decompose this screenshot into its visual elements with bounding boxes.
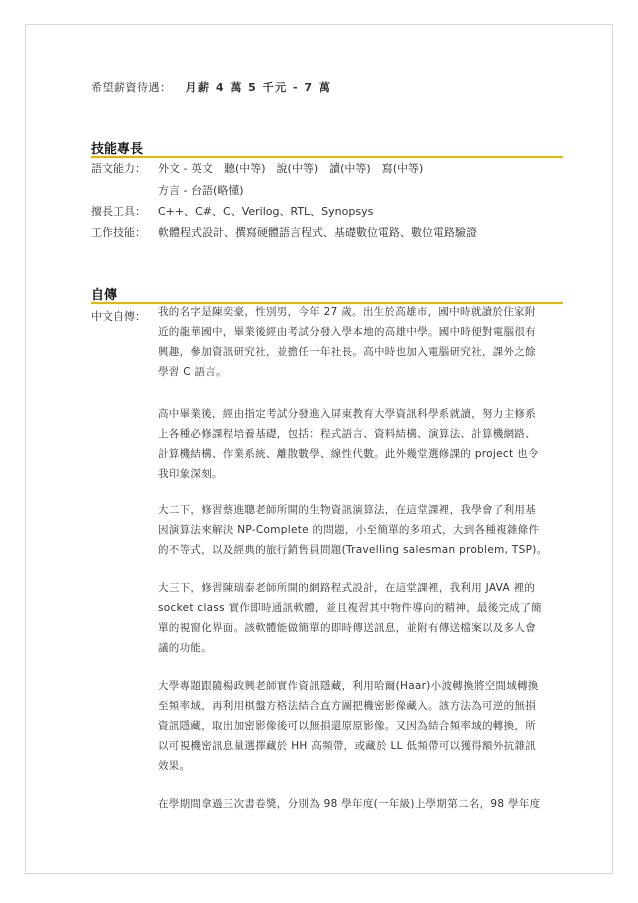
paragraph-line: 資訊隱藏，取出加密影像後可以無損還原原影像。又因為結合頻率域的轉換，所 xyxy=(158,720,536,732)
autobiography-heading: 自傳 xyxy=(91,284,563,304)
salary-value: 月薪 4 萬 5 千元 - 7 萬 xyxy=(185,81,332,94)
salary-expectation xyxy=(91,79,331,95)
paragraph-line: 議的功能。 xyxy=(158,642,212,654)
language-line-2: 方言 - 台語(略懂) xyxy=(158,184,244,197)
autobiography-paragraph-3 xyxy=(158,500,563,560)
autobiography-label: 中文自傳： xyxy=(91,310,146,323)
paragraph-line: 在學期間拿過三次書卷獎，分別為 98 學年度(一年級)上學期第二名，98 學年度 xyxy=(158,798,541,810)
work-skills-row xyxy=(91,224,477,240)
resume-page xyxy=(25,24,613,874)
language-row xyxy=(91,160,423,176)
paragraph-line: 大學專題跟隨楊政興老師實作資訊隱藏，利用哈爾(Haar)小波轉換將空間域轉換 xyxy=(158,680,539,692)
paragraph-line: 大二下，修習蔡進聰老師所開的生物資訊演算法，在這堂課裡，我學會了利用基 xyxy=(158,504,536,516)
paragraph-line: socket class 實作即時通訊軟體，並且複習其中物件導向的精神，最後完成了簡 xyxy=(158,602,542,614)
autobiography-paragraph-1 xyxy=(158,302,563,382)
skills-heading: 技能專長 xyxy=(91,138,563,158)
language-line-1: 外文 - 英文 聽(中等) 說(中等) 讀(中等) 寫(中等) xyxy=(158,162,424,175)
paragraph-line: 大三下，修習陳瑞泰老師所開的網路程式設計，在這堂課裡，我利用 JAVA 裡的 xyxy=(158,582,536,594)
work-skills-label: 工作技能： xyxy=(91,226,146,239)
autobiography-paragraph-6 xyxy=(158,794,563,814)
paragraph-line: 我印象深刻。 xyxy=(158,468,223,480)
tools-label: 擅長工具： xyxy=(91,205,146,218)
autobiography-paragraph-5 xyxy=(158,676,563,776)
paragraph-line: 效果。 xyxy=(158,760,191,772)
paragraph-line: 學習 C 語言。 xyxy=(158,366,227,378)
autobiography-paragraph-2 xyxy=(158,404,563,484)
paragraph-line: 上各種必修課程培養基礎，包括：程式語言、資料結構、演算法、計算機網路、 xyxy=(158,428,536,440)
autobiography-paragraph-4 xyxy=(158,578,563,658)
work-skills-value: 軟體程式設計、撰寫硬體語言程式、基礎數位電路、數位電路驗證 xyxy=(158,226,477,239)
paragraph-line: 興趣，參加資訊研究社，並擔任一年社長。高中時也加入電腦研究社，課外之餘 xyxy=(158,346,536,358)
language-label: 語文能力： xyxy=(91,162,146,175)
tools-row xyxy=(91,203,373,219)
salary-label: 希望薪資待遇： xyxy=(91,81,172,94)
paragraph-line: 因演算法來解決 NP-Complete 的問題，小至簡單的多項式，大到各種複雜條件 xyxy=(158,524,540,536)
paragraph-line: 近的龍華國中，畢業後經由考試分發入學本地的高雄中學。國中時便對電腦很有 xyxy=(158,326,536,338)
paragraph-line: 計算機結構、作業系統、離散數學、線性代數。此外幾堂選修課的 project 也令 xyxy=(158,448,539,460)
paragraph-line: 以可視機密訊息量選擇藏於 HH 高頻帶，或藏於 LL 低頻帶可以獲得額外抗雜訊 xyxy=(158,740,537,752)
paragraph-line: 我的名字是陳奕豪，性別男，今年 27 歲。出生於高雄市，國中時就讀於住家附 xyxy=(158,306,536,318)
paragraph-line: 至頻率域，再利用棋盤方格法結合直方圖把機密影像藏入。該方法為可逆的無損 xyxy=(158,700,536,712)
paragraph-line: 的不等式，以及經典的旅行銷售員問題(Travelling salesman problem, TSP)。 xyxy=(158,544,548,556)
paragraph-line: 單的視窗化界面。該軟體能做簡單的即時傳送訊息，並附有傳送檔案以及多人會 xyxy=(158,622,536,634)
tools-value: C++、C#、C、Verilog、RTL、Synopsys xyxy=(158,205,374,218)
paragraph-line: 高中畢業後，經由指定考試分發進入屏東教育大學資訊科學系就讀，努力主修系 xyxy=(158,408,536,420)
